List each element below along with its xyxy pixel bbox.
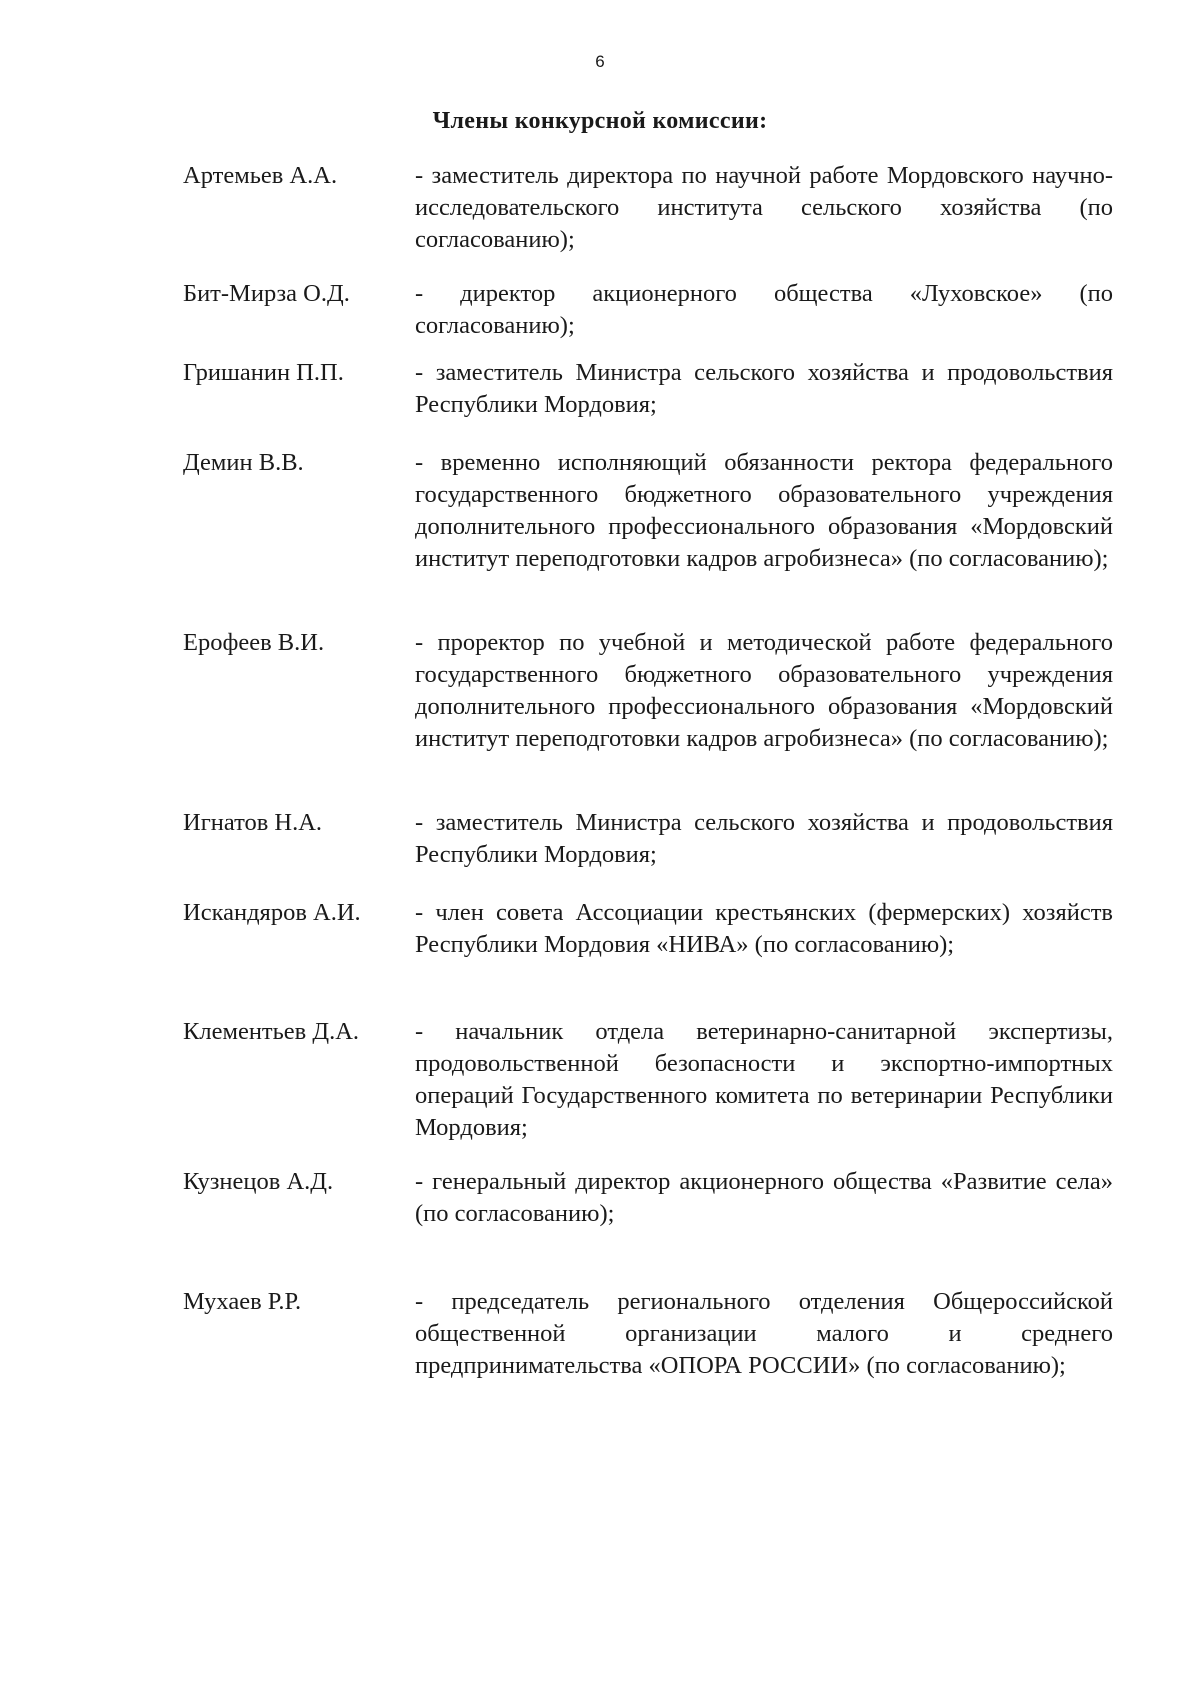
member-entry — [183, 1166, 1113, 1230]
member-role: - начальник отдела ветеринарно-санитарной экспертизы, продовольственной безопасности и экспортно-импортных операций Государственного комитета по ветеринарии Республики Мордовия; — [415, 1018, 1113, 1141]
member-name: Артемьев А.А. — [183, 162, 338, 189]
member-name: Ерофеев В.И. — [183, 629, 325, 656]
member-name: Искандяров А.И. — [183, 899, 361, 926]
member-entry — [183, 447, 1113, 575]
member-name: Гришанин П.П. — [183, 359, 344, 386]
member-name: Бит-Мирза О.Д. — [183, 280, 350, 307]
page-title: Члены конкурсной комиссии: — [432, 108, 768, 134]
member-role: - временно исполняющий обязанности ректора федерального государственного бюджетного образовательного учреждения дополнительного профессионального образования «Мордовский институт переподготовки кадров агробизнеса» (по согласованию); — [415, 449, 1113, 572]
member-entry — [183, 1016, 1113, 1144]
member-entry — [183, 627, 1113, 755]
member-name: Кузнецов А.Д. — [183, 1168, 334, 1195]
member-role: - заместитель Министра сельского хозяйства и продовольствия Республики Мордовия; — [415, 809, 1113, 868]
member-role: - директор акционерного общества «Луховское» (по согласованию); — [415, 280, 1113, 339]
member-entry — [183, 278, 1113, 342]
member-entry — [183, 1286, 1113, 1382]
member-name: Клементьев Д.А. — [183, 1018, 360, 1045]
member-role: - заместитель директора по научной работе Мордовского научно-исследовательского института сельского хозяйства (по согласованию); — [415, 162, 1113, 253]
page-number: 6 — [595, 52, 605, 71]
member-role: - председатель регионального отделения Общероссийской общественной организации малого и среднего предпринимательства «ОПОРА РОССИИ» (по согласованию); — [415, 1288, 1113, 1379]
member-role: - заместитель Министра сельского хозяйства и продовольствия Республики Мордовия; — [415, 359, 1113, 418]
member-name: Мухаев Р.Р. — [183, 1288, 302, 1315]
member-entry — [183, 160, 1113, 256]
member-entry — [183, 897, 1113, 961]
member-role: - генеральный директор акционерного общества «Развитие села» (по согласованию); — [415, 1168, 1113, 1227]
member-name: Игнатов Н.А. — [183, 809, 323, 836]
member-entry — [183, 807, 1113, 871]
member-name: Демин В.В. — [183, 449, 304, 476]
member-entry — [183, 357, 1113, 421]
member-role: - член совета Ассоциации крестьянских (фермерских) хозяйств Республики Мордовия «НИВА» (по согласованию); — [415, 899, 1113, 958]
member-role: - проректор по учебной и методической работе федерального государственного бюджетного образовательного учреждения дополнительного профессионального образования «Мордовский институт переподготовки кадров агробизнеса» (по согласованию); — [415, 629, 1113, 752]
